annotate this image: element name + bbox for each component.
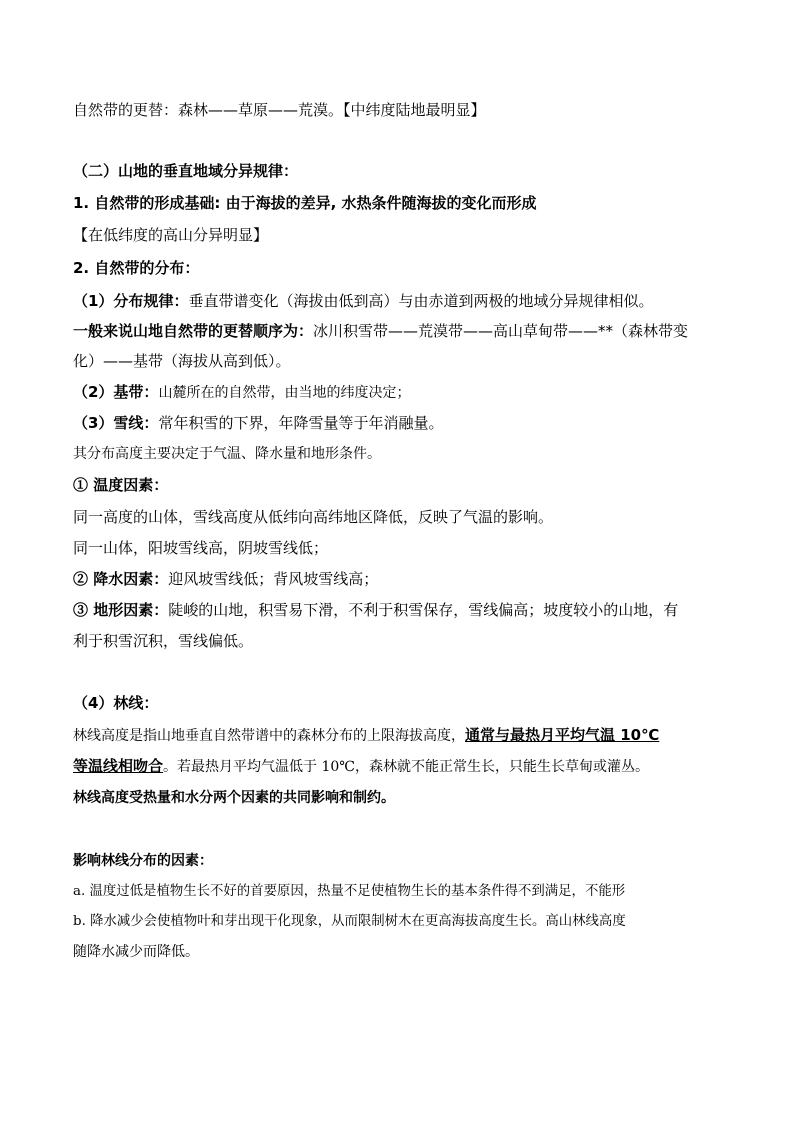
text-line: 同一山体，阳坡雪线高，阴坡雪线低；	[73, 539, 329, 557]
text-line: 林线高度受热量和水分两个因素的共同影响和制约。	[73, 790, 395, 806]
text: 。若最热月平均气温低于 10℃，森林就不能正常生长，只能生长草甸或灌丛。	[163, 759, 649, 775]
text-line: 其分布高度主要决定于气温、降水量和地形条件。	[73, 446, 381, 462]
text-line	[73, 724, 659, 747]
text: 垂直带谱变化（海拔由低到高）与由赤道到两极的地域分异规律相似。	[188, 292, 654, 310]
text-line: 同一高度的山体，雪线高度从低纬向高纬地区降低，反映了气温的影响。	[73, 508, 554, 526]
text-line: ① 温度因素：	[73, 476, 169, 494]
text-line: 自然带的更替：森林——草原——荒漠。【中纬度陆地最明显】	[73, 101, 486, 119]
text-line: a. 温度过低是植物生长不好的首要原因，热量不足使植物生长的基本条件得不到满足，不能形	[73, 884, 626, 899]
text: 常年积雪的下界，年降雪量等于年消融量。	[158, 414, 444, 432]
text: 迎风坡雪线低；背风坡雪线高；	[168, 570, 379, 588]
text-line: 随降水减少而降低。	[73, 944, 199, 960]
text: 林线高度是指山地垂直自然带谱中的森林分布的上限海拔高度，	[73, 728, 465, 744]
text-line	[73, 599, 678, 621]
text-line: 利于积雪沉积，雪线偏低。	[73, 632, 254, 650]
label: ② 降水因素：	[73, 570, 169, 588]
text: 山麓所在的自然带，由当地的纬度决定；	[158, 385, 411, 401]
text-line: 化）——基带（海拔从高到低）。	[73, 352, 291, 370]
text: 冰川积雪带——荒漠带——高山草甸带——**（森林带变	[313, 322, 689, 340]
text-line	[73, 290, 653, 312]
emphasis-text: 等温线相吻合	[73, 757, 164, 775]
text: 陡峻的山地，积雪易下滑，不利于积雪保存，雪线偏高；坡度较小的山地，有	[168, 601, 679, 619]
text-line: 1. 自然带的形成基础: 由于海拔的差异, 水热条件随海拔的变化而形成	[73, 194, 537, 212]
text-line: b. 降水减少会使植物叶和芽出现干化现象，从而限制树木在更高海拔高度生长。高山林线高度	[73, 914, 626, 929]
text-line: 【在低纬度的高山分异明显】	[73, 226, 269, 244]
emphasis-text: 通常与最热月平均气温 10℃	[465, 726, 660, 744]
label: （1）分布规律：	[73, 292, 189, 310]
label: ③ 地形因素：	[73, 601, 169, 619]
label: （3）雪线：	[73, 414, 159, 432]
subheading: 2. 自然带的分布：	[73, 259, 200, 277]
section-heading: （二）山地的垂直地域分异规律：	[73, 162, 299, 180]
text-line	[73, 320, 688, 342]
text-line	[73, 568, 378, 590]
text-line	[73, 381, 410, 404]
label: （2）基带：	[73, 383, 159, 401]
text-line	[73, 755, 649, 778]
subheading: （4）林线：	[73, 694, 159, 712]
label: 一般来说山地自然带的更替顺序为：	[73, 322, 314, 340]
text-line	[73, 412, 443, 434]
subheading: 影响林线分布的因素：	[73, 853, 213, 869]
